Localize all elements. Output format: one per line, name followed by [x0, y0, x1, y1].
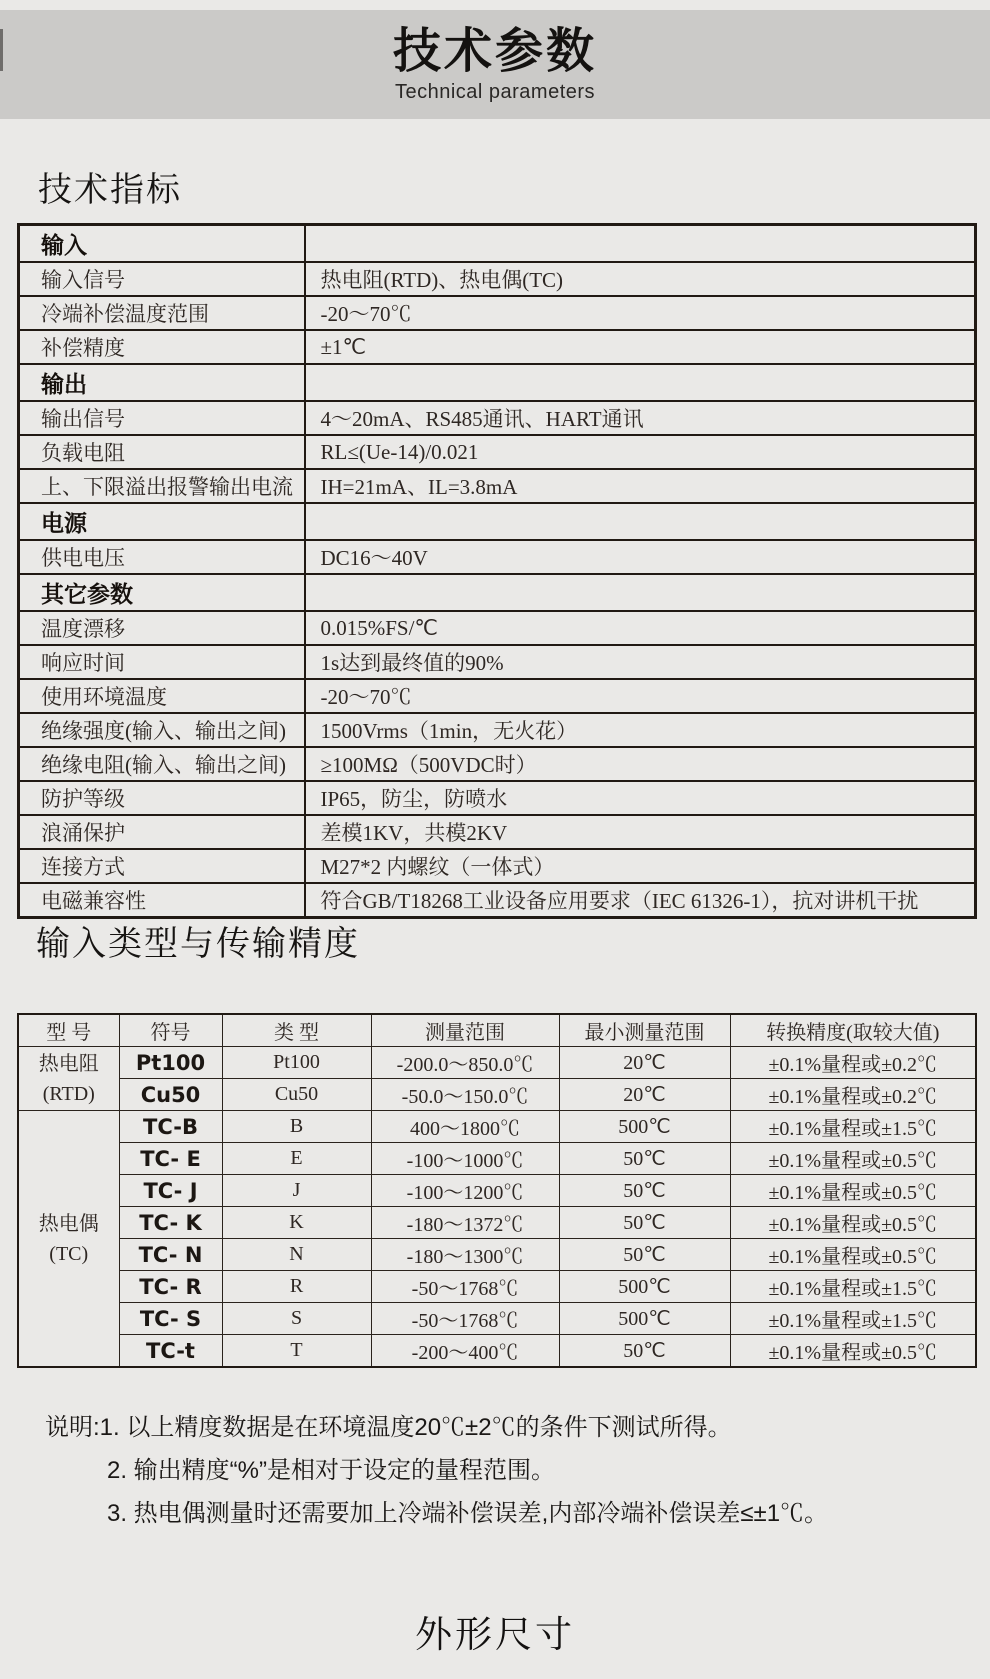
- accuracy-cell: ±0.1%量程或±0.5℃: [730, 1335, 976, 1368]
- spec-section-row: [19, 225, 976, 263]
- spec-value: [305, 364, 976, 401]
- min-range-cell: 50℃: [559, 1239, 730, 1271]
- spec-row: [19, 883, 976, 918]
- spec-value: 差模1KV，共模2KV: [305, 815, 976, 849]
- symbol-cell: TC- E: [119, 1143, 222, 1175]
- spec-value: RL≤(Ue-14)/0.021: [305, 435, 976, 469]
- type-row: [18, 1239, 976, 1271]
- range-cell: -100～1000℃: [371, 1143, 559, 1175]
- spec-section-label: 其它参数: [19, 574, 305, 611]
- symbol-cell: TC-t: [119, 1335, 222, 1368]
- group-cell-rtd: [18, 1047, 119, 1111]
- col-header-symbol: 符号: [119, 1014, 222, 1047]
- spec-value: 1s达到最终值的90%: [305, 645, 976, 679]
- spec-row: [19, 296, 976, 330]
- spec-label: 负载电阻: [19, 435, 305, 469]
- section-heading-technical-specs: 技术指标: [38, 171, 182, 209]
- range-cell: -50～1768℃: [371, 1271, 559, 1303]
- spec-row: [19, 815, 976, 849]
- min-range-cell: 20℃: [559, 1047, 730, 1079]
- symbol-cell: Pt100: [119, 1047, 222, 1079]
- range-cell: -180～1372℃: [371, 1207, 559, 1239]
- type-row: [18, 1111, 976, 1143]
- group-sub: (RTD): [42, 1082, 95, 1105]
- type-cell: K: [222, 1207, 371, 1239]
- spec-row: [19, 611, 976, 645]
- spec-row: [19, 849, 976, 883]
- min-range-cell: 500℃: [559, 1303, 730, 1335]
- spec-label: 电磁兼容性: [19, 883, 305, 918]
- spec-section-row: [19, 364, 976, 401]
- type-cell: E: [222, 1143, 371, 1175]
- range-cell: 400～1800℃: [371, 1111, 559, 1143]
- spec-value: ≥100MΩ（500VDC时）: [305, 747, 976, 781]
- spec-label: 浪涌保护: [19, 815, 305, 849]
- col-header-model: 型 号: [18, 1014, 119, 1047]
- spec-label: 使用环境温度: [19, 679, 305, 713]
- spec-value: -20～70℃: [305, 296, 976, 330]
- spec-row: [19, 540, 976, 574]
- spec-row: [19, 781, 976, 815]
- note-line-2: 2. 输出精度“%”是相对于设定的量程范围。: [107, 1457, 556, 1484]
- spec-value: 热电阻(RTD)、热电偶(TC): [305, 262, 976, 296]
- min-range-cell: 500℃: [559, 1271, 730, 1303]
- min-range-cell: 500℃: [559, 1111, 730, 1143]
- scan-edge-artifact: [0, 29, 3, 71]
- technical-specs-table: [17, 223, 977, 919]
- group-name: 热电阻: [38, 1052, 99, 1075]
- spec-row: [19, 713, 976, 747]
- type-row: [18, 1271, 976, 1303]
- spec-row: [19, 435, 976, 469]
- range-cell: -200～400℃: [371, 1335, 559, 1368]
- group-sub: (TC): [49, 1242, 89, 1265]
- accuracy-cell: ±0.1%量程或±0.5℃: [730, 1239, 976, 1271]
- type-cell: R: [222, 1271, 371, 1303]
- symbol-cell: TC- J: [119, 1175, 222, 1207]
- spec-row: [19, 469, 976, 503]
- spec-value: 0.015%FS/℃: [305, 611, 976, 645]
- col-header-accuracy: 转换精度(取较大值): [730, 1014, 976, 1047]
- spec-label: 供电电压: [19, 540, 305, 574]
- col-header-min-range: 最小测量范围: [559, 1014, 730, 1047]
- notes-block: [45, 1406, 828, 1535]
- spec-section-label: 输入: [19, 225, 305, 263]
- spec-label: 绝缘强度(输入、输出之间): [19, 713, 305, 747]
- spec-label: 温度漂移: [19, 611, 305, 645]
- spec-label: 绝缘电阻(输入、输出之间): [19, 747, 305, 781]
- spec-value: [305, 225, 976, 263]
- spec-row: [19, 679, 976, 713]
- type-row: [18, 1143, 976, 1175]
- type-row: [18, 1303, 976, 1335]
- spec-value: [305, 574, 976, 611]
- section-heading-dimensions: 外形尺寸: [415, 1614, 575, 1655]
- range-cell: -50.0～150.0℃: [371, 1079, 559, 1111]
- symbol-cell: Cu50: [119, 1079, 222, 1111]
- type-cell: S: [222, 1303, 371, 1335]
- range-cell: -100～1200℃: [371, 1175, 559, 1207]
- type-cell: B: [222, 1111, 371, 1143]
- spec-row: [19, 747, 976, 781]
- spec-label: 上、下限溢出报警输出电流: [19, 469, 305, 503]
- spec-value: [305, 503, 976, 540]
- range-cell: -50～1768℃: [371, 1303, 559, 1335]
- accuracy-cell: ±0.1%量程或±1.5℃: [730, 1111, 976, 1143]
- range-cell: -180～1300℃: [371, 1239, 559, 1271]
- note-line-1: 说明:1. 以上精度数据是在环境温度20℃±2℃的条件下测试所得。: [45, 1414, 732, 1441]
- type-row: [18, 1079, 976, 1111]
- page-header-banner: [0, 10, 990, 119]
- symbol-cell: TC- K: [119, 1207, 222, 1239]
- input-type-accuracy-table: [17, 1013, 977, 1368]
- spec-label: 响应时间: [19, 645, 305, 679]
- symbol-cell: TC- S: [119, 1303, 222, 1335]
- accuracy-cell: ±0.1%量程或±0.5℃: [730, 1207, 976, 1239]
- spec-value: DC16～40V: [305, 540, 976, 574]
- type-row: [18, 1047, 976, 1079]
- spec-value: 1500Vrms（1min，无火花）: [305, 713, 976, 747]
- spec-row: [19, 262, 976, 296]
- type-row: [18, 1175, 976, 1207]
- spec-row: [19, 330, 976, 364]
- note-line-3: 3. 热电偶测量时还需要加上冷端补偿误差,内部冷端补偿误差≤±1℃。: [107, 1500, 829, 1527]
- spec-row: [19, 401, 976, 435]
- spec-value: 符合GB/T18268工业设备应用要求（IEC 61326-1），抗对讲机干扰: [305, 883, 976, 918]
- spec-value: -20～70℃: [305, 679, 976, 713]
- type-row: [18, 1335, 976, 1368]
- spec-label: 冷端补偿温度范围: [19, 296, 305, 330]
- type-row: [18, 1207, 976, 1239]
- type-cell: N: [222, 1239, 371, 1271]
- col-header-type: 类 型: [222, 1014, 371, 1047]
- symbol-cell: TC-B: [119, 1111, 222, 1143]
- section-heading-input-types: 输入类型与传输精度: [36, 925, 360, 963]
- type-cell: J: [222, 1175, 371, 1207]
- accuracy-cell: ±0.1%量程或±0.2℃: [730, 1079, 976, 1111]
- spec-section-row: [19, 503, 976, 540]
- min-range-cell: 50℃: [559, 1207, 730, 1239]
- symbol-cell: TC- R: [119, 1271, 222, 1303]
- accuracy-cell: ±0.1%量程或±1.5℃: [730, 1271, 976, 1303]
- spec-section-label: 输出: [19, 364, 305, 401]
- page-subtitle: Technical parameters: [394, 81, 596, 103]
- type-cell: Cu50: [222, 1079, 371, 1111]
- accuracy-cell: ±0.1%量程或±0.5℃: [730, 1175, 976, 1207]
- spec-section-label: 电源: [19, 503, 305, 540]
- min-range-cell: 50℃: [559, 1335, 730, 1368]
- spec-row: [19, 645, 976, 679]
- type-cell: Pt100: [222, 1047, 371, 1079]
- spec-value: IH=21mA、IL=3.8mA: [305, 469, 976, 503]
- spec-value: IP65，防尘，防喷水: [305, 781, 976, 815]
- accuracy-cell: ±0.1%量程或±0.5℃: [730, 1143, 976, 1175]
- accuracy-cell: ±0.1%量程或±1.5℃: [730, 1303, 976, 1335]
- spec-label: 防护等级: [19, 781, 305, 815]
- spec-label: 补偿精度: [19, 330, 305, 364]
- range-cell: -200.0～850.0℃: [371, 1047, 559, 1079]
- page-title: 技术参数: [392, 25, 597, 78]
- spec-label: 输出信号: [19, 401, 305, 435]
- spec-label: 连接方式: [19, 849, 305, 883]
- spec-label: 输入信号: [19, 262, 305, 296]
- type-cell: T: [222, 1335, 371, 1368]
- group-cell-tc: [18, 1111, 119, 1368]
- min-range-cell: 20℃: [559, 1079, 730, 1111]
- accuracy-cell: ±0.1%量程或±0.2℃: [730, 1047, 976, 1079]
- spec-value: M27*2 内螺纹（一体式）: [305, 849, 976, 883]
- group-name: 热电偶: [38, 1212, 99, 1235]
- min-range-cell: 50℃: [559, 1143, 730, 1175]
- symbol-cell: TC- N: [119, 1239, 222, 1271]
- spec-value: ±1℃: [305, 330, 976, 364]
- spec-value: 4～20mA、RS485通讯、HART通讯: [305, 401, 976, 435]
- type-table-header-row: [18, 1014, 976, 1047]
- col-header-range: 测量范围: [371, 1014, 559, 1047]
- min-range-cell: 50℃: [559, 1175, 730, 1207]
- spec-section-row: [19, 574, 976, 611]
